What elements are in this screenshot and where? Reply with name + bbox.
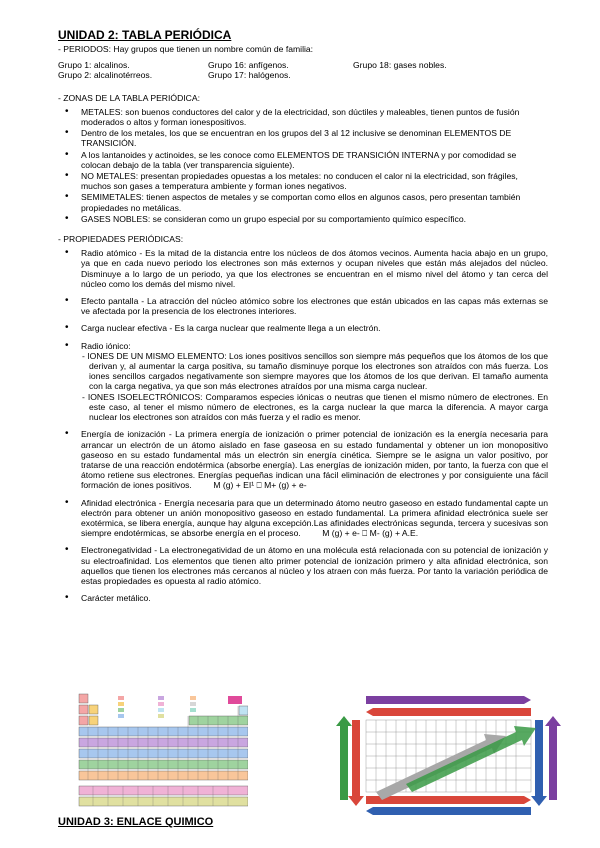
radio-ionico-mismo-elemento: - IONES DE UN MISMO ELEMENTO: Los iones positivos sencillos son siempre más pequeños que los átomos de los que derivan y, al aumentar la carga positiva, su tamaño disminuye porque los electrones son atraídos con más fuerza. Los iones sencillos cargados negativamente son siempre mayores que los átomos de los que derivan. El tamaño aumenta con la carga negativa, ya que son más electrones atraídos por una misma carga nuclear. [82,350,548,392]
prop-carga-nuclear: • Carga nuclear efectiva - Es la carga nuclear que realmente llega a un electrón. [58,323,548,333]
list-item: • Dentro de los metales, los que se encuentran en los grupos del 3 al 12 inclusive se denominan ELEMENTOS DE TRANSICIÓN. [58,128,548,148]
group-label: Grupo 18: gases nobles. [353,60,447,71]
list-item: • SEMIMETALES: tienen aspectos de metales y se comportan como ellos en algunos casos, pero presentan también propiedades no metálicas. [58,192,548,212]
prop-afinidad-electronica [58,498,548,539]
bottom-arrow-red [366,796,531,804]
periods-line: - PERIODOS: Hay grupos que tienen un nombre común de familia: [58,44,314,54]
prop-electronegatividad: • Electronegatividad - La electronegatividad de un átomo en una molécula está relacionada con su potencial de ionización y su electroafinidad. Los elementos que tienen alto primer potencial de ionización primero y alta afinidad electrónica, son aquellos que tienen los electrones más cercanos al núcleo y los atraen con más fuerza. Por tanto la variación periódica de estas propiedades es opuesta al radio atómico. [58,545,548,586]
group-label: Grupo 16: anfígenos. [208,60,289,71]
prop-efecto-pantalla: • Efecto pantalla - La atracción del núcleo atómico sobre los electrones que están ubicados en las capas más externas se ve afectada por la presencia de los electrones interiores. [58,296,548,316]
afinidad-formula: M (g) + e- ⎕ M- (g) + A.E. [322,528,419,539]
bottom-arrow-blue [366,807,531,815]
document-page [58,28,548,610]
list-item: • NO METALES: presentan propiedades opuestas a los metales: no conducen el calor ni la electricidad, son frágiles, muchos son gases a temperatura ambiente y forman iones negativos. [58,171,548,191]
zones-title: - ZONAS DE LA TABLA PERIÓDICA: [58,92,200,103]
props-list [58,248,548,603]
group-label: Grupo 17: halógenos. [208,70,291,81]
list-item: • A los lantanoides y actinoides, se les conoce como ELEMENTOS DE TRANSICIÓN INTERNA y por comodidad se colocan debajo de la tabla (ver transparencia siguiente). [58,150,548,170]
group-label: Grupo 2: alcalinotérreos. [58,70,153,81]
energia-ionizacion-formula: M (g) + EI¹ ⎕ M+ (g) + e- [213,480,307,491]
figures-row [78,692,578,817]
groups-grid [58,60,548,80]
unit3-title: UNIDAD 3: ENLACE QUIMICO [58,816,214,828]
top-arrow-red [366,708,531,716]
afinidad-text: Afinidad electrónica - Energía necesaria para que un determinado átomo neutro gaseoso en estado fundamental capte un electrón para obtener un anión monopositivo gaseoso en estado fundamental. La primera afinidad electrónica suele ser exotérmica, se libera energía, aunque hay alguna excepción.Las afinidades electrónicas segunda, tercera y sucesivas son siempre endotérmicas, se absorbe energía en el proceso. [81,497,548,539]
periodic-table-image [78,692,248,814]
list-item: • METALES: son buenos conductores del calor y de la electricidad, son dúctiles y maleables, tienen puntos de fusión moderados o altos y forman ionespositivos. [58,107,548,127]
radio-ionico-isoelectronicos: - IONES ISOELECTRÓNICOS: Comparamos especies iónicas o neutras que tienen el mismo número de electrones. En este caso, al tener el mismo número de electrones, es la carga nuclear la que marca la diferencia. A mayor carga nuclear los electrones son atraídos con más fuerza y el radio es menor. [82,391,548,423]
group-label [353,70,503,80]
props-title: - PROPIEDADES PERIÓDICAS: [58,234,184,245]
prop-energia-ionizacion [58,429,548,490]
radio-ionico-title: • Radio iónico: [81,340,131,351]
energia-ionizacion-text: Energía de ionización - La primera energía de ionización o primer potencial de ionización es la energía necesaria para arrancar un electrón de un átomo aislado en fase gaseosa en su estado fundamental y obtener un ion monopositivo gaseoso en su estado fundamental más un electrón sin energía cinética. Siempre se le asigna un valor positivo, por tratarse de una reacción endotérmica (absorbe energía). Las energías de ionización miden, por tanto, la fuerza con que el átomo retiene sus electrones. Energías pequeñas indican una fácil eliminación de electrones y por consiguiente una fácil formación de iones positivos. [81,429,548,491]
list-item: • GASES NOBLES: se consideran como un grupo especial por su comportamiento químico específico. [58,214,548,224]
unit2-title: UNIDAD 2: TABLA PERIÓDICA [58,28,232,42]
zones-list [58,107,548,224]
prop-radio-ionico [58,341,548,423]
group-label: Grupo 1: alcalinos. [58,60,130,71]
top-arrow-purple [366,696,531,704]
periodic-trends-diagram [336,692,561,816]
prop-radio-atomico: • Radio atómico - Es la mitad de la distancia entre los núcleos de dos átomos vecinos. Aumenta hacia abajo en un grupo, ya que en cada nuevo periodo los electrones son más externos y ocupan niveles que están más alejados del núcleo. Disminuye a lo largo de un periodo, ya que los electrones se encuentran en el mismo nivel del átomo y tan cerca del núcleo como los demás del mismo nivel. [58,248,548,289]
prop-caracter-metalico: • Carácter metálico. [58,593,548,603]
